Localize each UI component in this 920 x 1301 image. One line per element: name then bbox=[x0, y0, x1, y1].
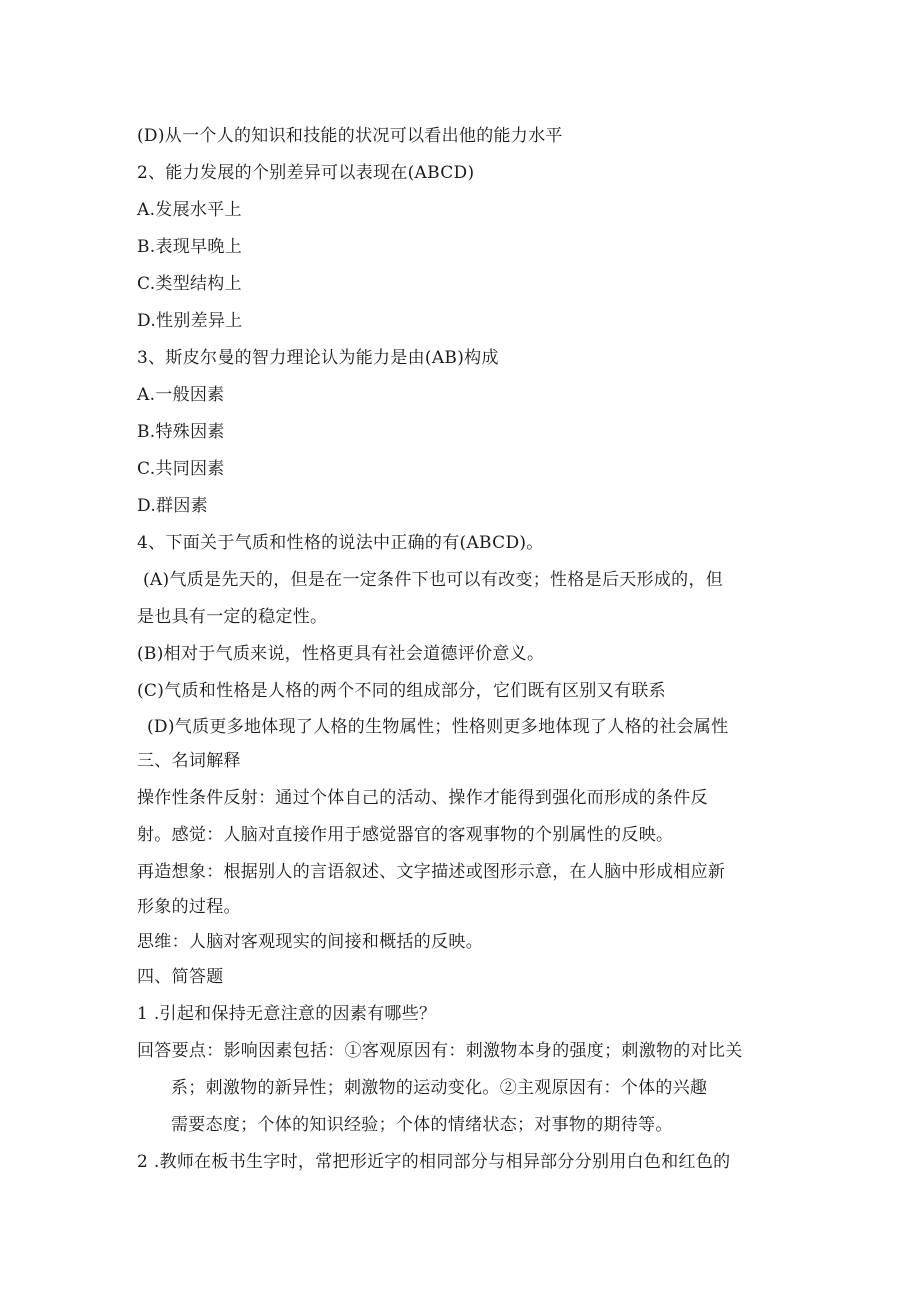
text-line: (A)气质是先天的，但是在一定条件下也可以有改变；性格是后天形成的，但 bbox=[143, 570, 724, 590]
text-line: 操作性条件反射：通过个体自己的活动、操作才能得到强化而形成的条件反 bbox=[137, 788, 708, 808]
text-line: C.共同因素 bbox=[137, 459, 225, 479]
section-heading: 三、名词解释 bbox=[137, 751, 241, 771]
text-line: A.一般因素 bbox=[137, 385, 225, 405]
text-line: 1 .引起和保持无意注意的因素有哪些？ bbox=[137, 1004, 437, 1024]
text-line: (B)相对于气质来说，性格更具有社会道德评价意义。 bbox=[137, 644, 545, 664]
text-line: D.群因素 bbox=[137, 496, 208, 516]
text-line: A.发展水平上 bbox=[137, 200, 242, 220]
section-heading: 四、简答题 bbox=[137, 967, 224, 987]
text-line: 2、能力发展的个别差异可以表现在(ABCD) bbox=[137, 163, 475, 183]
text-line: (C)气质和性格是人格的两个不同的组成部分，它们既有区别又有联系 bbox=[137, 681, 666, 701]
text-line: D.性别差异上 bbox=[137, 311, 243, 331]
text-line: 射。感觉：人脑对直接作用于感觉器官的客观事物的个别属性的反映。 bbox=[137, 825, 674, 845]
text-line: 3、斯皮尔曼的智力理论认为能力是由(AB)构成 bbox=[137, 348, 499, 368]
text-line: (D)气质更多地体现了人格的生物属性；性格则更多地体现了人格的社会属性 bbox=[147, 717, 729, 737]
text-line: 4、下面关于气质和性格的说法中正确的有(ABCD)。 bbox=[137, 533, 544, 553]
text-line: 系；刺激物的新异性；刺激物的运动变化。②主观原因有：个体的兴趣 bbox=[171, 1078, 708, 1098]
text-line: 需要态度；个体的知识经验；个体的情绪状态；对事物的期待等。 bbox=[171, 1115, 673, 1135]
text-line: 是也具有一定的稳定性。 bbox=[137, 607, 328, 627]
text-line: (D)从一个人的知识和技能的状况可以看出他的能力水平 bbox=[137, 126, 563, 146]
text-line: B.表现早晚上 bbox=[137, 237, 242, 257]
text-line: C.类型结构上 bbox=[137, 274, 242, 294]
text-line: 回答要点：影响因素包括：①客观原因有：刺激物本身的强度；刺激物的对比关 bbox=[137, 1041, 743, 1061]
text-line: B.特殊因素 bbox=[137, 422, 225, 442]
text-line: 形象的过程。 bbox=[137, 897, 241, 917]
text-line: 思维：人脑对客观现实的间接和概括的反映。 bbox=[137, 932, 483, 952]
text-line: 2 .教师在板书生字时，常把形近字的相同部分与相异部分分别用白色和红色的 bbox=[137, 1152, 731, 1172]
text-line: 再造想象：根据别人的言语叙述、文字描述或图形示意，在人脑中形成相应新 bbox=[137, 862, 726, 882]
